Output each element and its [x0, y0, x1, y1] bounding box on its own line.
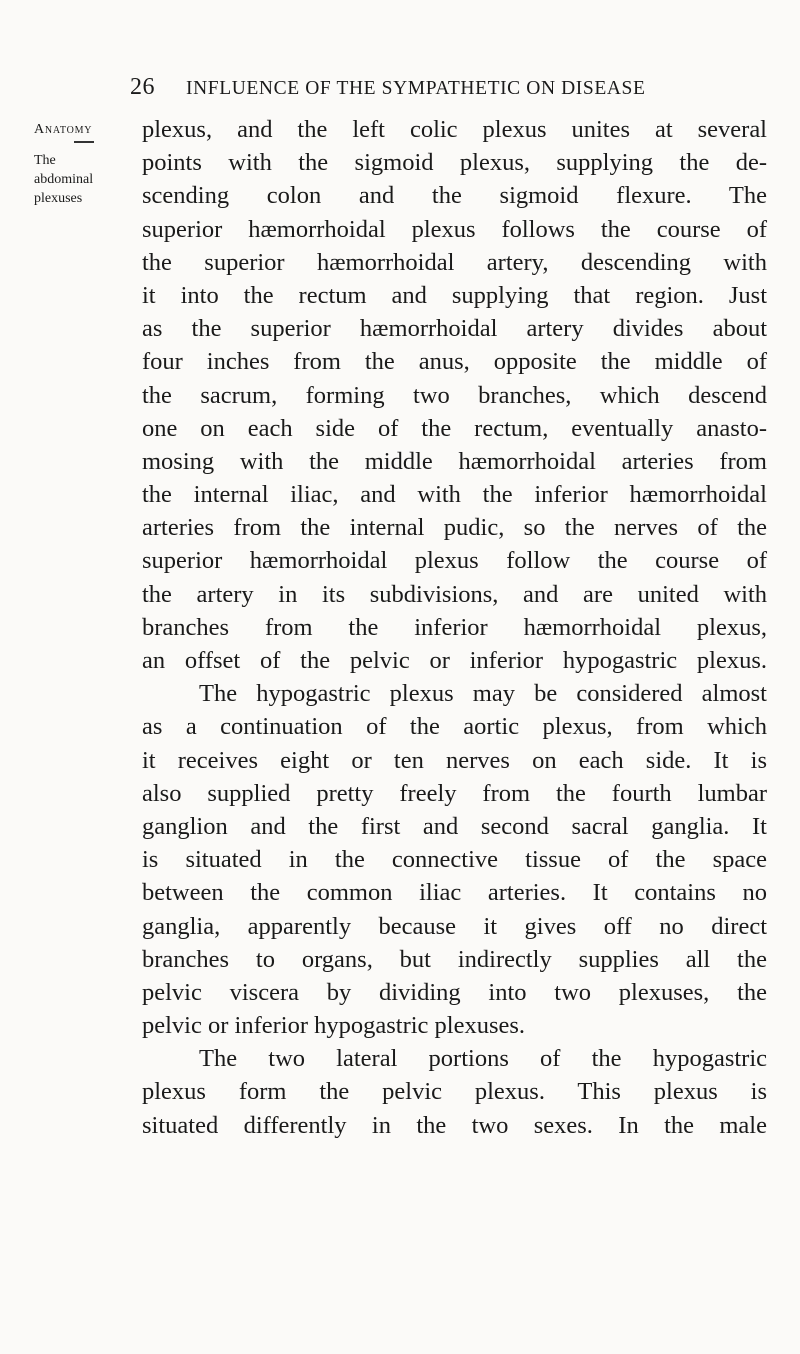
- text-line: it into the rectum and supplying that region. Just: [142, 281, 767, 309]
- text-line: the internal iliac, and with the inferior hæmorrhoidal: [142, 481, 767, 509]
- margin-subject-line: plexuses: [34, 190, 83, 206]
- margin-notes: [34, 119, 126, 208]
- margin-subject-note: [34, 151, 126, 208]
- text-line: four inches from the anus, opposite the middle of: [142, 348, 767, 376]
- text-line: The hypogastric plexus may be considered almost: [199, 680, 767, 708]
- text-line: one on each side of the rectum, eventually anasto-: [142, 414, 767, 442]
- text-line: is situated in the connective tissue of the space: [142, 846, 767, 874]
- text-line: The two lateral portions of the hypogastric: [199, 1045, 767, 1073]
- margin-subject-line: abdominal: [34, 171, 94, 187]
- text-line: arteries from the internal pudic, so the nerves of the: [142, 514, 767, 542]
- running-head: [130, 74, 760, 104]
- text-line: mosing with the middle hæmorrhoidal arteries from: [142, 447, 767, 475]
- text-line: also supplied pretty freely from the fourth lumbar: [142, 779, 767, 807]
- text-line: as the superior hæmorrhoidal artery divides about: [142, 315, 767, 343]
- text-line: an offset of the pelvic or inferior hypogastric plexus.: [142, 647, 767, 674]
- text-line: ganglion and the first and second sacral ganglia. It: [142, 812, 767, 840]
- page-number: 26: [130, 74, 155, 100]
- text-line: situated differently in the two sexes. In the male: [142, 1111, 767, 1139]
- margin-divider: [74, 141, 94, 143]
- text-line: plexus, and the left colic plexus unites at several: [142, 116, 767, 143]
- text-line: branches to organs, but indirectly supplies all the: [142, 945, 767, 973]
- text-line: pelvic viscera by dividing into two plexuses, the: [142, 978, 767, 1006]
- margin-subject-line: The: [34, 152, 56, 168]
- text-line: superior hæmorrhoidal plexus follow the course of: [142, 547, 767, 575]
- text-line: plexus form the pelvic plexus. This plexus is: [142, 1078, 767, 1106]
- text-line: the artery in its subdivisions, and are united with: [142, 580, 767, 608]
- text-line: superior hæmorrhoidal plexus follows the course of: [142, 215, 767, 243]
- text-line: points with the sigmoid plexus, supplying the de-: [142, 149, 767, 177]
- text-line: it receives eight or ten nerves on each side. It is: [142, 746, 767, 774]
- text-line: scending colon and the sigmoid flexure. The: [142, 182, 767, 210]
- text-line: ganglia, apparently because it gives off no direct: [142, 912, 767, 940]
- text-line: the sacrum, forming two branches, which descend: [142, 381, 767, 409]
- margin-section-label: Anatomy: [34, 122, 93, 137]
- text-line: branches from the inferior hæmorrhoidal plexus,: [142, 613, 767, 641]
- running-title: INFLUENCE OF THE SYMPATHETIC ON DISEASE: [186, 78, 646, 99]
- text-line: pelvic or inferior hypogastric plexuses.: [142, 1012, 526, 1040]
- text-line: between the common iliac arteries. It contains no: [142, 879, 767, 907]
- body-text: [142, 113, 767, 1142]
- text-line: the superior hæmorrhoidal artery, descending with: [142, 248, 767, 276]
- text-line: as a continuation of the aortic plexus, from which: [142, 713, 767, 741]
